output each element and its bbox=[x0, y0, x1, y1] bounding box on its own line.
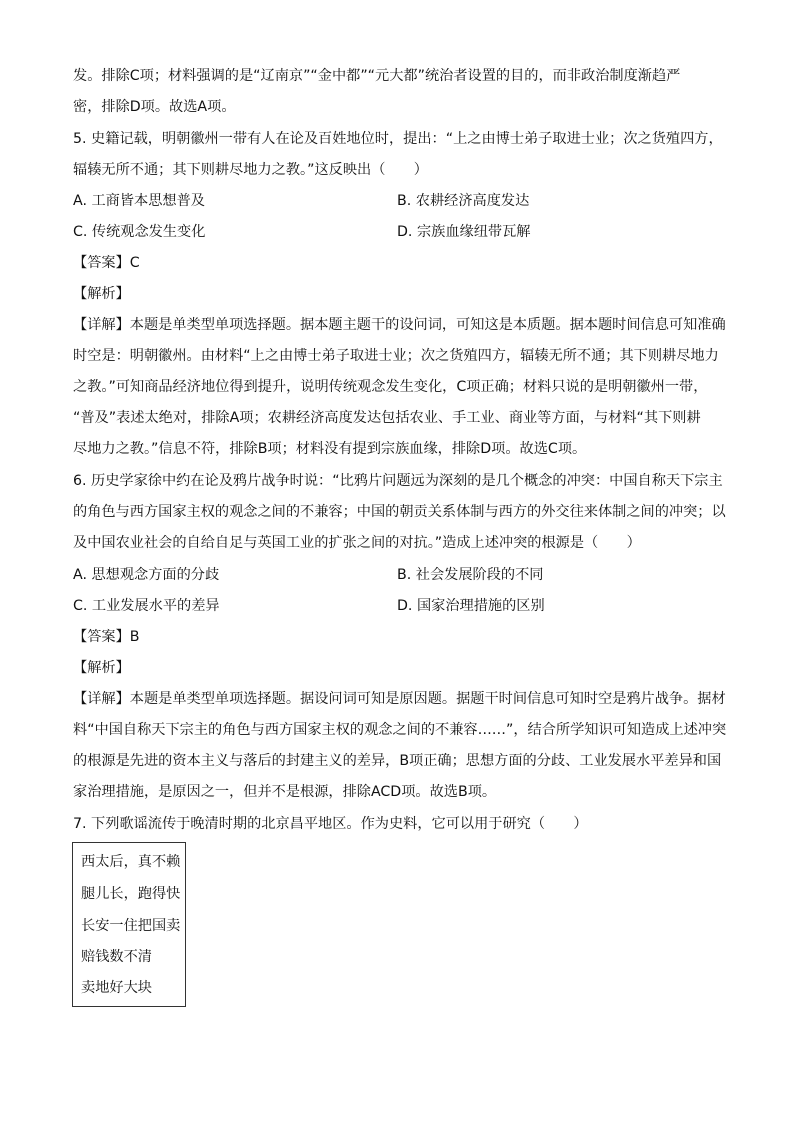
explanation-line: 家治理措施，是原因之一，但并不是根源，排除ACD项。故选B项。 bbox=[73, 784, 497, 800]
rhyme-line: 长安一住把国卖 bbox=[81, 918, 181, 934]
option-a: A. 思想观念方面的分歧 bbox=[73, 567, 220, 583]
question-7-stem: 7. 下列歌谣流传于晚清时期的北京昌平地区。作为史料，它可以用于研究（ ） bbox=[73, 816, 588, 832]
analysis-label: 【解析】 bbox=[73, 660, 130, 676]
explanation-line: 【详解】本题是单类型单项选择题。据设问词可知是原因题。据题干时间信息可知时空是鸦片战争。据材 bbox=[73, 691, 726, 707]
explanation-line: 之教。”可知商品经济地位得到提升，说明传统观念发生变化，C项正确；材料只说的是明朝徽州一带， bbox=[73, 379, 708, 395]
option-d: D. 国家治理措施的区别 bbox=[397, 598, 545, 614]
rhyme-line: 腿儿长，跑得快 bbox=[81, 886, 181, 902]
question-6-stem: 的角色与西方国家主权的观念之间的不兼容；中国的朝贡关系体制与西方的外交往来体制之间的冲突；以 bbox=[73, 504, 726, 520]
rhyme-box bbox=[72, 842, 186, 1007]
rhyme-line: 西太后，真不赖 bbox=[81, 854, 181, 870]
explanation-line: 尽地力之教。”信息不符，排除B项；材料没有提到宗族血缘，排除D项。故选C项。 bbox=[73, 441, 587, 457]
option-a: A. 工商皆本思想普及 bbox=[73, 193, 205, 209]
question-6-stem: 及中国农业社会的自给自足与英国工业的扩张之间的对抗。”造成上述冲突的根源是（ ） bbox=[73, 535, 641, 551]
option-c: C. 传统观念发生变化 bbox=[73, 224, 206, 240]
question-5-stem: 辐辏无所不通；其下则耕尽地力之教。”这反映出（ ） bbox=[73, 162, 428, 178]
option-c: C. 工业发展水平的差异 bbox=[73, 598, 220, 614]
option-d: D. 宗族血缘纽带瓦解 bbox=[397, 224, 531, 240]
question-5-stem: 5. 史籍记载，明朝徽州一带有人在论及百姓地位时，提出：“上之由博士弟子取进士业；次之货殖四方， bbox=[73, 131, 723, 147]
analysis-label: 【解析】 bbox=[73, 286, 130, 302]
option-b: B. 社会发展阶段的不同 bbox=[397, 567, 544, 583]
rhyme-line: 卖地好大块 bbox=[81, 980, 152, 996]
answer-label: 【答案】B bbox=[73, 629, 140, 645]
explanation-line: 的根源是先进的资本主义与落后的封建主义的差异，B项正确；思想方面的分歧、工业发展水平差异和国 bbox=[73, 753, 722, 769]
question-6-stem: 6. 历史学家徐中约在论及鸦片战争时说：“比鸦片问题远为深刻的是几个概念的冲突：中国自称天下宗主 bbox=[73, 473, 723, 489]
rhyme-line: 赔钱数不清 bbox=[81, 949, 152, 965]
answer-label: 【答案】C bbox=[73, 255, 140, 271]
explanation-line: 【详解】本题是单类型单项选择题。据本题主题干的设问词，可知这是本质题。据本题时间信息可知准确 bbox=[73, 317, 726, 333]
explanation-line: 料“中国自称天下宗主的角色与西方国家主权的观念之间的不兼容……”，结合所学知识可知造成上述冲突 bbox=[73, 722, 727, 738]
explanation-line: “普及”表述太绝对，排除A项；农耕经济高度发达包括农业、手工业、商业等方面，与材料“其下则耕 bbox=[73, 410, 701, 426]
paragraph-line: 密，排除D项。故选A项。 bbox=[73, 99, 236, 115]
option-b: B. 农耕经济高度发达 bbox=[397, 193, 530, 209]
explanation-line: 时空是：明朝徽州。由材料“上之由博士弟子取进士业；次之货殖四方，辐辏无所不通；其下则耕尽地力 bbox=[73, 348, 719, 364]
paragraph-line: 发。排除C项；材料强调的是“辽南京”“金中都”“元大都”统治者设置的目的，而非政治制度渐趋严 bbox=[73, 68, 681, 84]
